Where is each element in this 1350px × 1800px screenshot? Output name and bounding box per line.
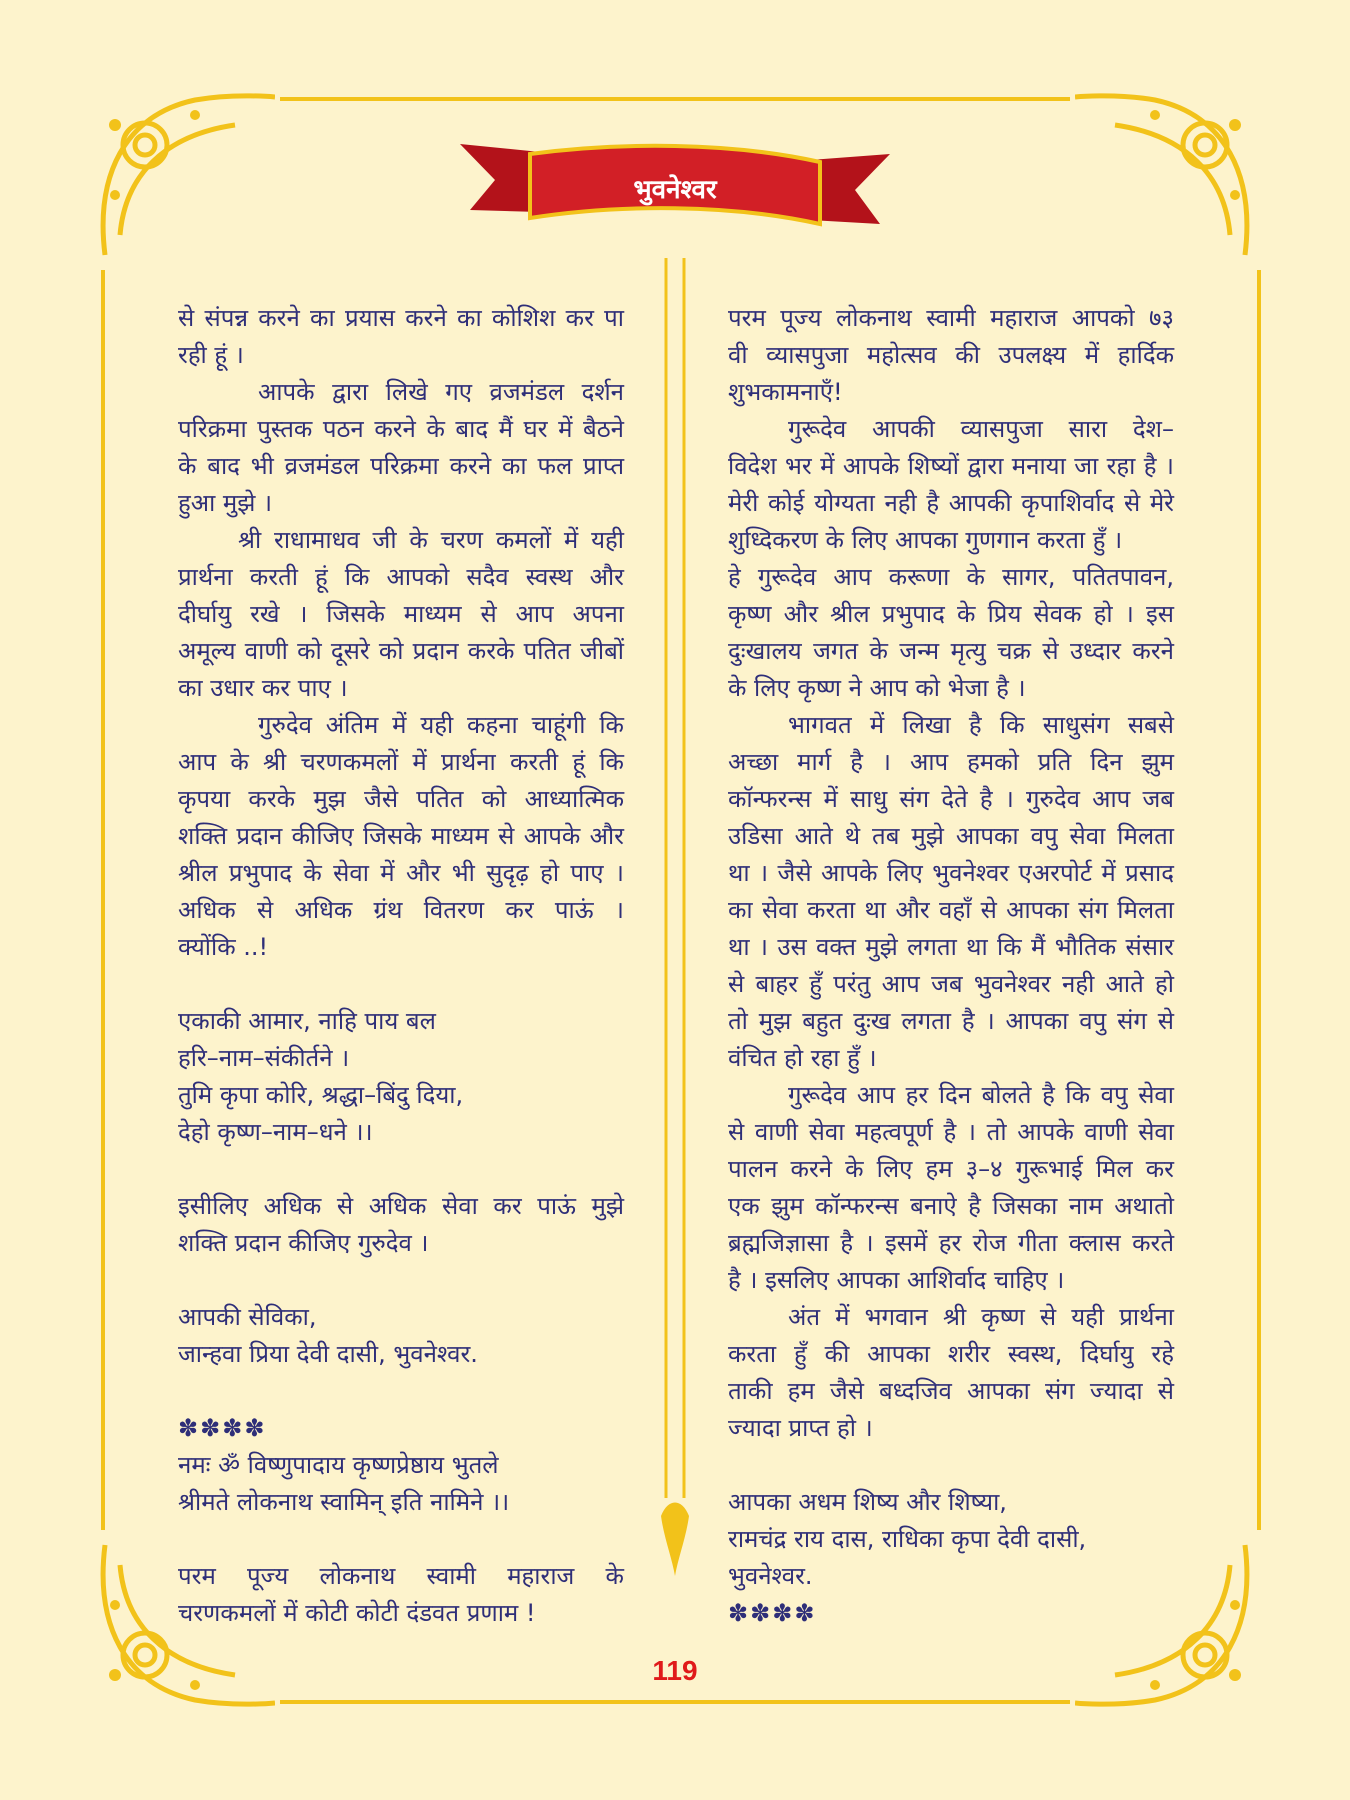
paragraph-line: परम पूज्य लोकनाथ स्वामी महाराज के	[178, 1562, 624, 1590]
verse-line: हरि–नाम–संकीर्तने ।	[178, 1044, 350, 1072]
paragraph-line: का सेवा करता था और वहाँ से आपका संग मिलता	[728, 896, 1174, 924]
corner-ornament-top-right	[1075, 85, 1265, 275]
verse-line: आपका अधम शिष्य और शिष्या,	[728, 1488, 1007, 1516]
paragraph-line: श्री राधामाधव जी के चरण कमलों में यही	[238, 526, 624, 554]
paragraph-line: कृपया करके मुझ जैसे पतित को आध्यात्मिक	[178, 785, 624, 813]
paragraph-line: कॉन्फरन्स में साधु संग देते है । गुरुदेव आप जब	[728, 785, 1174, 813]
left-column	[178, 300, 624, 1632]
paragraph-line: अंत में भगवान श्री कृष्ण से यही प्रार्थना	[788, 1303, 1174, 1331]
paragraph-line: हुआ मुझे ।	[178, 489, 273, 517]
paragraph-line: से संपन्न करने का प्रयास करने का कोशिश कर पा	[178, 304, 624, 332]
paragraph-line: श्रील प्रभुपाद के सेवा में और भी सुदृढ़ हो पाए ।	[178, 859, 624, 887]
paragraph-line: इसीलिए अधिक से अधिक सेवा कर पाऊं मुझे	[178, 1192, 624, 1220]
verse-line: देहो कृष्ण–नाम–धने ।।	[178, 1118, 373, 1146]
verse-line: जान्हवा प्रिया देवी दासी, भुवनेश्वर.	[178, 1340, 478, 1368]
paragraph-line: ताकी हम जैसे बध्दजिव आपका संग ज्यादा से	[728, 1377, 1174, 1405]
paragraph-line: आप के श्री चरणकमलों में प्रार्थना करती हूं कि	[178, 748, 624, 776]
paragraph-line: पालन करने के लिए हम ३–४ गुरूभाई मिल कर	[728, 1155, 1174, 1183]
paragraph-line: भागवत में लिखा है कि साधुसंग सबसे	[788, 711, 1174, 739]
paragraph-line: कृष्ण और श्रील प्रभुपाद के प्रिय सेवक हो । इस	[728, 600, 1174, 628]
paragraph-line: मेरी कोई योग्यता नही है आपकी कृपाशिर्वाद से मेरे	[728, 489, 1174, 517]
page-number: 119	[652, 1655, 698, 1686]
paragraph-line: करता हुँ की आपका शरीर स्वस्थ, दिर्घायु रहे	[728, 1340, 1174, 1368]
corner-ornament-top-left	[85, 85, 275, 275]
frame-left-line	[101, 270, 105, 1530]
paragraph-line: प्रार्थना करती हूं कि आपको सदैव स्वस्थ और	[178, 563, 624, 591]
paragraph-line: वी व्यासपुजा महोत्सव की उपलक्ष्य में हार्दिक	[728, 341, 1174, 369]
paragraph-line: है । इसलिए आपका आशिर्वाद चाहिए ।	[728, 1266, 1065, 1294]
paragraph-line: क्योंकि ..!	[178, 933, 269, 961]
paragraph-line: था । उस वक्त मुझे लगता था कि मैं भौतिक संसार	[728, 933, 1174, 961]
verse-line: भुवनेश्वर.	[728, 1562, 813, 1590]
paragraph-line: के बाद भी व्रजमंडल परिक्रमा करने का फल प्राप्त	[178, 452, 624, 480]
paragraph-line: गुरुदेव अंतिम में यही कहना चाहूंगी कि	[258, 711, 624, 739]
frame-top-line	[280, 97, 1070, 101]
frame-bottom-line	[280, 1700, 1070, 1704]
blank-line	[178, 966, 624, 1003]
paragraph-line: शक्ति प्रदान कीजिए गुरुदेव ।	[178, 1229, 429, 1257]
paragraph-line: ब्रह्मजिज्ञासा है । इसमें हर रोज गीता क्लास करते	[728, 1229, 1174, 1257]
paragraph-line: दीर्घायु रखे । जिसके माध्यम से आप अपना	[178, 600, 624, 628]
paragraph-line: परम पूज्य लोकनाथ स्वामी महाराज आपको ७३	[728, 304, 1174, 332]
paragraph-line: से बाहर हुँ परंतु आप जब भुवनेश्वर नही आते हो	[728, 970, 1174, 998]
blank-line	[728, 1447, 1174, 1484]
verse-line: एकाकी आमार, नाहि पाय बल	[178, 1007, 436, 1035]
right-column	[728, 300, 1174, 1632]
verse-line: रामचंद्र राय दास, राधिका कृपा देवी दासी,	[728, 1525, 1087, 1553]
paragraph-line: शक्ति प्रदान कीजिए जिसके माध्यम से आपके और	[178, 822, 624, 850]
paragraph-line: गुरूदेव आपकी व्यासपुजा सारा देश–	[788, 415, 1174, 443]
paragraph-line: शुध्दिकरण के लिए आपका गुणगान करता हुँ ।	[728, 526, 1123, 554]
column-divider	[658, 258, 692, 1578]
verse-line: नमः ॐ विष्णुपादाय कृष्णप्रेष्ठाय भुतले	[178, 1451, 499, 1479]
verse-line: श्रीमते लोकनाथ स्वामिन् इति नामिने ।।	[178, 1488, 510, 1516]
paragraph-line: उडिसा आते थे तब मुझे आपका वपु सेवा मिलता	[728, 822, 1174, 850]
paragraph-line: दुःखालय जगत के जन्म मृत्यु चक्र से उध्दार करने	[728, 637, 1174, 665]
paragraph-line: गुरूदेव आप हर दिन बोलते है कि वपु सेवा	[788, 1081, 1174, 1109]
paragraph-line: चरणकमलों में कोटी कोटी दंडवत प्रणाम !	[178, 1599, 536, 1627]
paragraph-line: था । जैसे आपके लिए भुवनेश्वर एअरपोर्ट में प्रसाद	[728, 859, 1174, 887]
paragraph-line: का उधार कर पाए ।	[178, 674, 348, 702]
star-separator: ✽✽✽✽	[178, 1414, 267, 1442]
paragraph-line: विदेश भर में आपके शिष्यों द्वारा मनाया जा रहा है ।	[728, 452, 1174, 480]
paragraph-line: वंचित हो रहा हुँ ।	[728, 1044, 877, 1072]
paragraph-line: तो मुझ बहुत दुःख लगता है । आपका वपु संग से	[728, 1007, 1174, 1035]
paragraph-line: आपके द्वारा लिखे गए व्रजमंडल दर्शन	[258, 378, 624, 406]
page-title: भुवनेश्वर	[633, 175, 717, 205]
blank-line	[178, 1262, 624, 1299]
paragraph-line: ज्यादा प्राप्त हो ।	[728, 1414, 873, 1442]
frame-right-line	[1257, 270, 1261, 1530]
paragraph-line: अमूल्य वाणी को दूसरे को प्रदान करके पतित जीबों	[178, 637, 624, 665]
star-separator: ✽✽✽✽	[728, 1599, 817, 1627]
paragraph-line: परिक्रमा पुस्तक पठन करने के बाद मैं घर में बैठने	[178, 415, 624, 443]
blank-line	[178, 1521, 624, 1558]
paragraph-line: हे गुरूदेव आप करूणा के सागर, पतितपावन,	[728, 563, 1174, 591]
paragraph-line: अधिक से अधिक ग्रंथ वितरण कर पाऊं ।	[178, 896, 624, 924]
verse-line: तुमि कृपा कोरि, श्रद्धा–बिंदु दिया,	[178, 1081, 464, 1109]
blank-line	[178, 1373, 624, 1410]
paragraph-line: एक झुम कॉन्फरन्स बनाऐ है जिसका नाम अथातो	[728, 1192, 1174, 1220]
blank-line	[178, 1151, 624, 1188]
verse-line: आपकी सेविका,	[178, 1303, 317, 1331]
paragraph-line: से वाणी सेवा महत्वपूर्ण है । तो आपके वाणी सेवा	[728, 1118, 1174, 1146]
paragraph-line: अच्छा मार्ग है । आप हमको प्रति दिन झुम	[728, 748, 1174, 776]
paragraph-line: के लिए कृष्ण ने आप को भेजा है ।	[728, 674, 1026, 702]
paragraph-line: रही हूं ।	[178, 341, 244, 369]
paragraph-line: शुभकामनाएँ!	[728, 378, 843, 406]
